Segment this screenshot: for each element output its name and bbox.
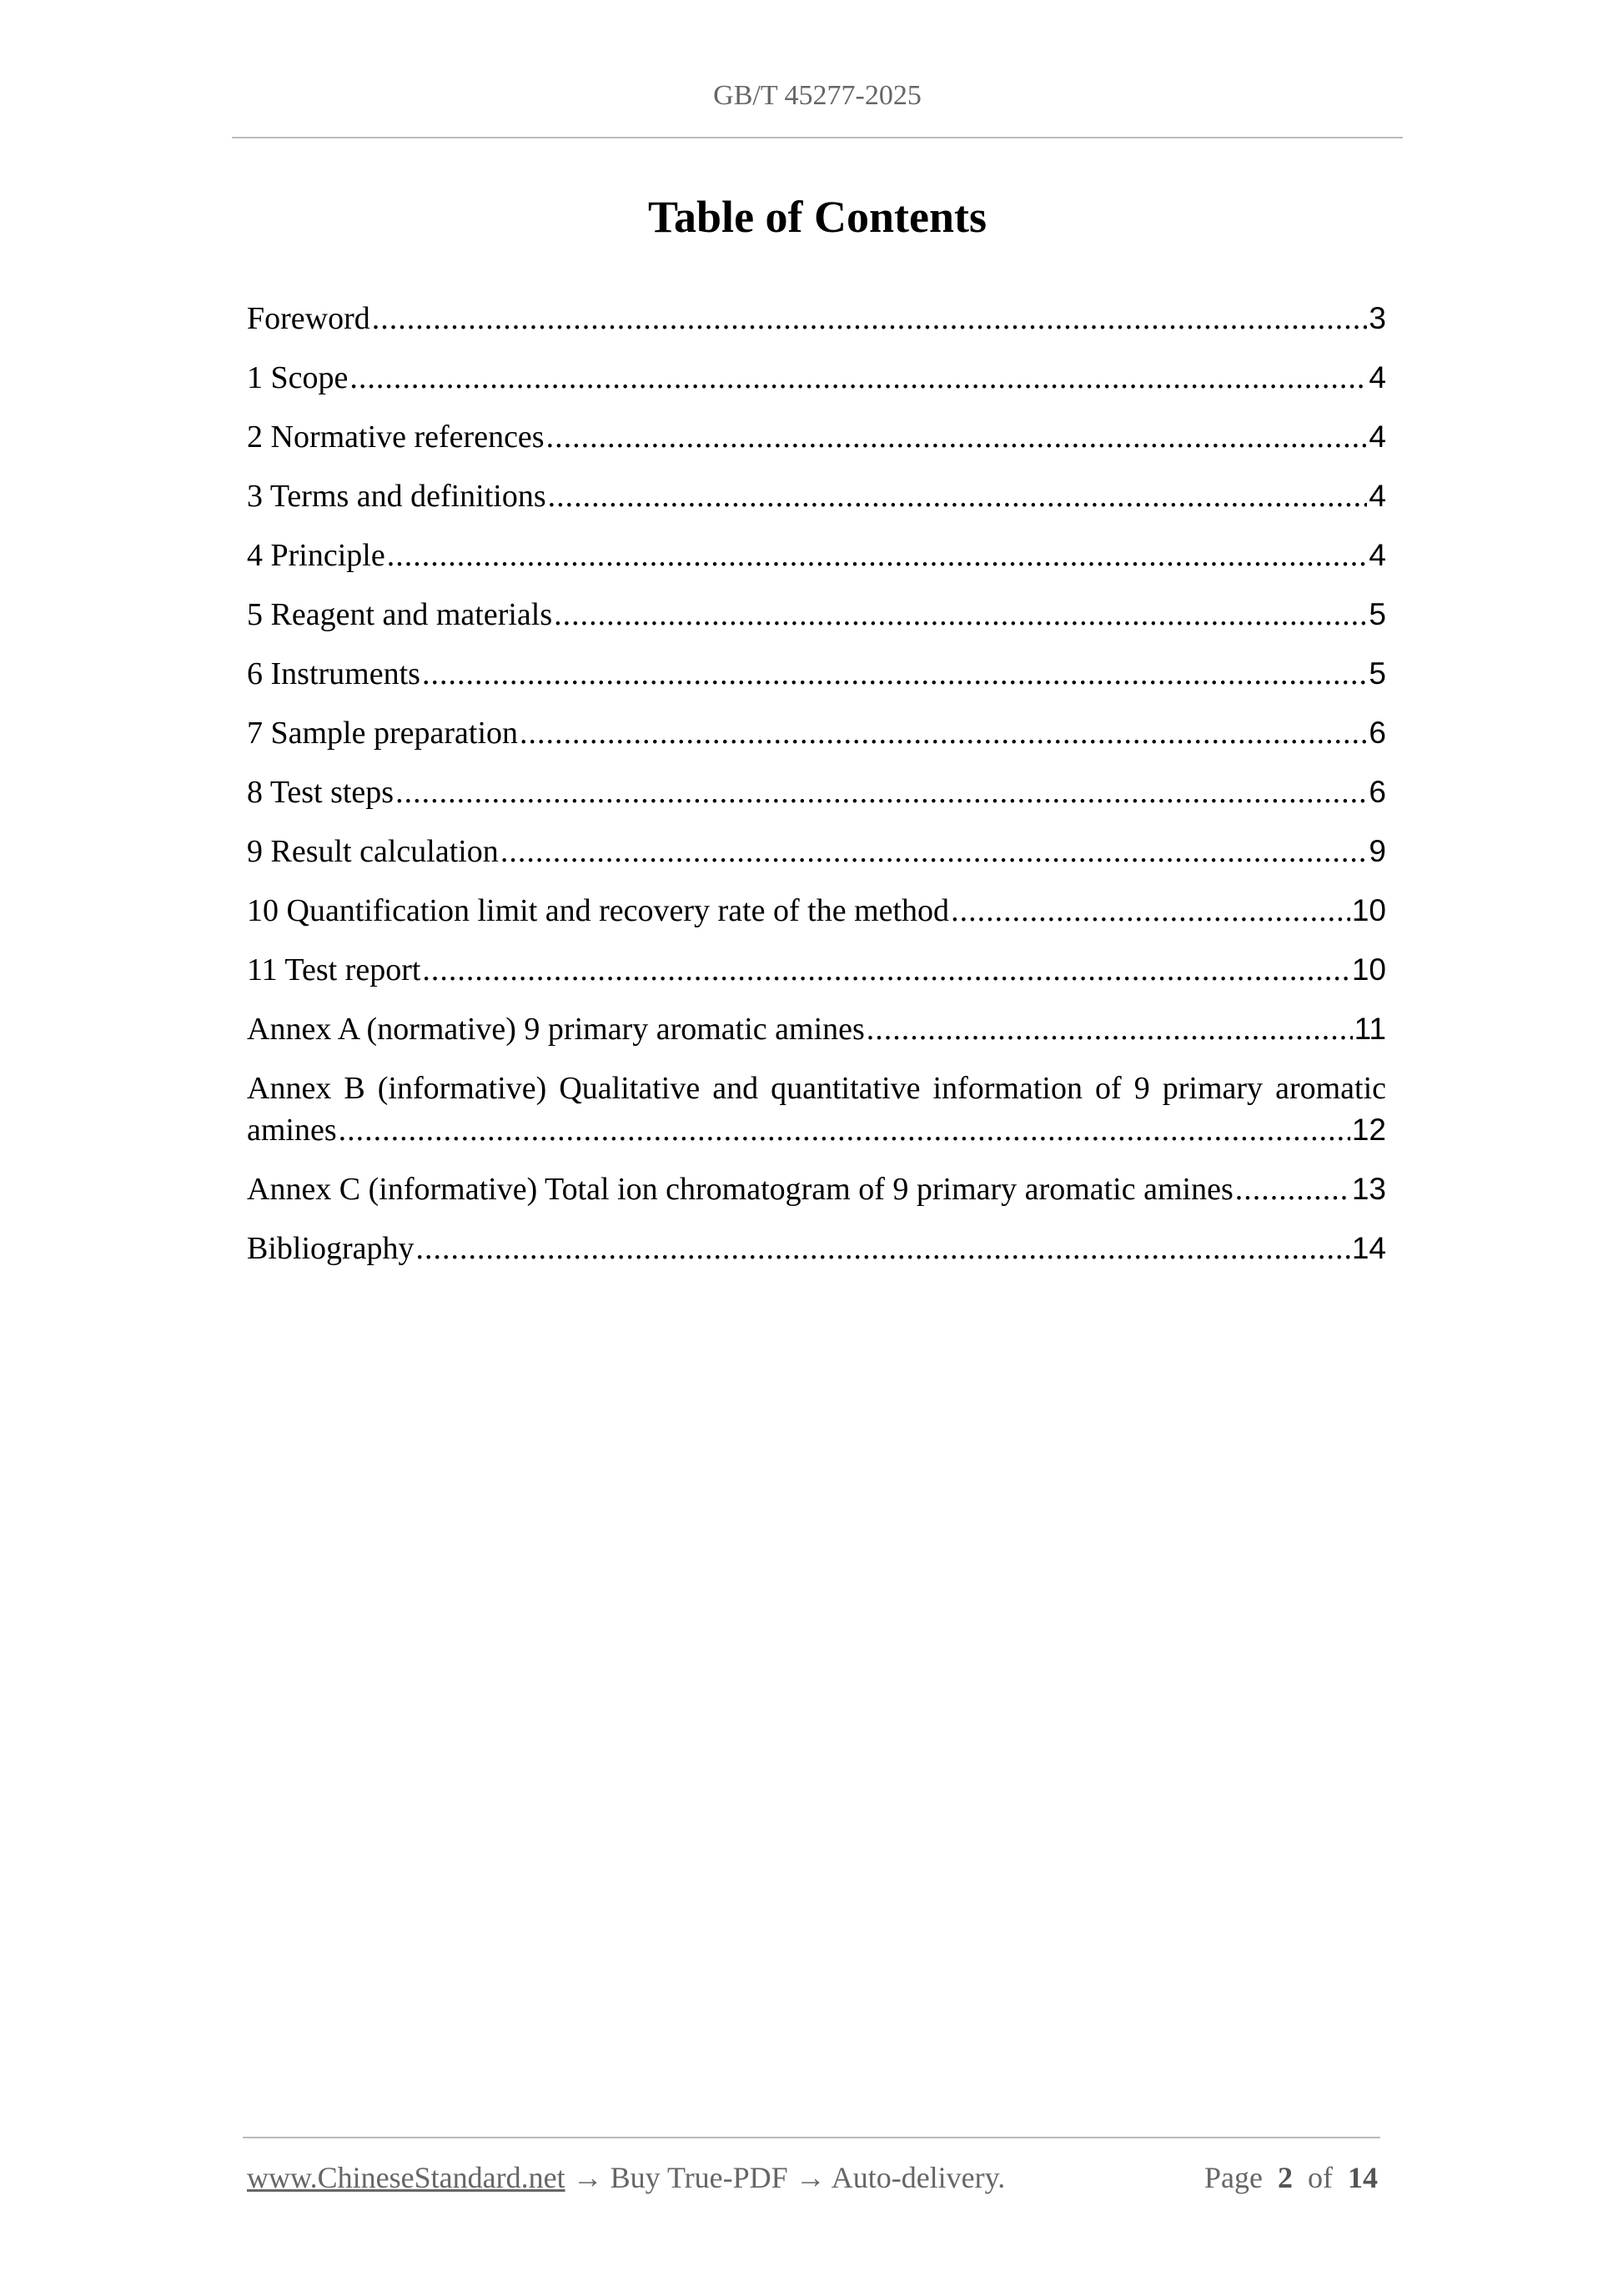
toc-entry-quantification-limit[interactable] bbox=[247, 871, 1386, 930]
dot-leader bbox=[554, 595, 1367, 634]
dot-leader bbox=[349, 359, 1367, 397]
dot-leader bbox=[422, 655, 1367, 693]
footer-divider bbox=[243, 2137, 1380, 2138]
toc-entry-label: Annex A (normative) 9 primary aromatic amines bbox=[247, 1012, 865, 1047]
toc-entry-terms-and-definitions[interactable] bbox=[247, 456, 1386, 515]
toc-entry-reagent-and-materials[interactable] bbox=[247, 575, 1386, 634]
current-page: 2 bbox=[1278, 2161, 1293, 2194]
arrow-icon: → bbox=[795, 2161, 826, 2194]
toc-entry-label: 9 Result calculation bbox=[247, 834, 499, 869]
toc-entry-page: 4 bbox=[1369, 538, 1386, 572]
document-code-header: GB/T 45277-2025 bbox=[713, 80, 922, 111]
toc-entry-label: 4 Principle bbox=[247, 538, 385, 573]
dot-leader bbox=[546, 418, 1368, 456]
toc-entry-label: 6 Instruments bbox=[247, 656, 420, 691]
buy-text: Buy True-PDF bbox=[610, 2161, 788, 2194]
toc-entry-page: 5 bbox=[1369, 597, 1386, 631]
toc-entry-page: 10 bbox=[1351, 952, 1386, 987]
dot-leader bbox=[416, 1229, 1350, 1268]
toc-entry-label: 7 Sample preparation bbox=[247, 716, 519, 751]
toc-entry-label: 2 Normative references bbox=[247, 420, 545, 455]
toc-entry-page: 9 bbox=[1369, 834, 1386, 868]
toc-entry-instruments[interactable] bbox=[247, 634, 1386, 693]
toc-entry-page: 10 bbox=[1351, 893, 1386, 927]
toc-entry-page: 5 bbox=[1369, 656, 1386, 691]
toc-entry-sample-preparation[interactable] bbox=[247, 693, 1386, 752]
toc-entry-page: 13 bbox=[1351, 1172, 1386, 1206]
of-word: of bbox=[1308, 2161, 1333, 2194]
toc-entry-label: Annex C (informative) Total ion chromatogram of 9 primary aromatic amines bbox=[247, 1172, 1234, 1207]
toc-entry-test-report[interactable] bbox=[247, 930, 1386, 989]
toc-entry-label: 11 Test report bbox=[247, 952, 421, 987]
dot-leader bbox=[520, 714, 1367, 752]
toc-entry-label-line2: amines bbox=[247, 1113, 337, 1148]
toc-entry-principle[interactable] bbox=[247, 515, 1386, 575]
toc-entry-line2 bbox=[247, 1108, 1386, 1149]
site-link[interactable]: www.ChineseStandard.net bbox=[247, 2161, 565, 2194]
toc-entry-page: 3 bbox=[1369, 301, 1386, 335]
dot-leader bbox=[500, 832, 1368, 871]
dot-leader bbox=[1235, 1170, 1350, 1208]
dot-leader bbox=[339, 1111, 1350, 1149]
toc-entry-annex-c[interactable] bbox=[247, 1149, 1386, 1208]
arrow-icon: → bbox=[572, 2161, 603, 2194]
footer-promo bbox=[247, 2160, 1005, 2195]
toc-entry-label: 1 Scope bbox=[247, 360, 349, 395]
toc-entry-bibliography[interactable] bbox=[247, 1208, 1386, 1268]
toc-entry-label: Foreword bbox=[247, 301, 370, 336]
toc-entry-annex-a[interactable] bbox=[247, 989, 1386, 1048]
toc-entry-foreword[interactable] bbox=[247, 279, 1386, 338]
dot-leader bbox=[395, 773, 1367, 811]
delivery-text: Auto-delivery. bbox=[831, 2161, 1006, 2194]
dot-leader bbox=[422, 951, 1349, 989]
table-of-contents bbox=[247, 279, 1386, 1268]
toc-entry-page: 12 bbox=[1351, 1113, 1386, 1147]
toc-entry-normative-references[interactable] bbox=[247, 397, 1386, 456]
toc-entry-label: Bibliography bbox=[247, 1231, 415, 1266]
toc-entry-annex-b[interactable] bbox=[247, 1048, 1386, 1149]
dot-leader bbox=[867, 1010, 1353, 1048]
toc-entry-label: 8 Test steps bbox=[247, 775, 394, 810]
toc-entry-label: 5 Reagent and materials bbox=[247, 597, 553, 632]
toc-entry-scope[interactable] bbox=[247, 338, 1386, 397]
dot-leader bbox=[372, 299, 1368, 338]
toc-entry-page: 11 bbox=[1354, 1012, 1386, 1046]
toc-entry-page: 6 bbox=[1369, 775, 1386, 809]
total-pages: 14 bbox=[1348, 2161, 1378, 2194]
toc-entry-page: 4 bbox=[1369, 420, 1386, 454]
toc-entry-page: 4 bbox=[1369, 360, 1386, 394]
page-number bbox=[1204, 2160, 1378, 2195]
toc-entry-page: 14 bbox=[1351, 1231, 1386, 1265]
toc-entry-label: 3 Terms and definitions bbox=[247, 479, 546, 514]
toc-entry-test-steps[interactable] bbox=[247, 752, 1386, 811]
dot-leader bbox=[387, 536, 1368, 575]
toc-entry-page: 4 bbox=[1369, 479, 1386, 513]
header-divider bbox=[232, 137, 1403, 138]
toc-entry-page: 6 bbox=[1369, 716, 1386, 750]
dot-leader bbox=[548, 477, 1368, 515]
dot-leader bbox=[951, 892, 1350, 930]
page-title: Table of Contents bbox=[647, 192, 987, 242]
toc-entry-result-calculation[interactable] bbox=[247, 811, 1386, 871]
toc-entry-label-line1: Annex B (informative) Qualitative and quantitative information of 9 primary aromatic bbox=[247, 1071, 1386, 1106]
page-footer bbox=[247, 2160, 1378, 2195]
toc-entry-label: 10 Quantification limit and recovery rate of the method bbox=[247, 893, 950, 928]
page-word: Page bbox=[1204, 2161, 1263, 2194]
